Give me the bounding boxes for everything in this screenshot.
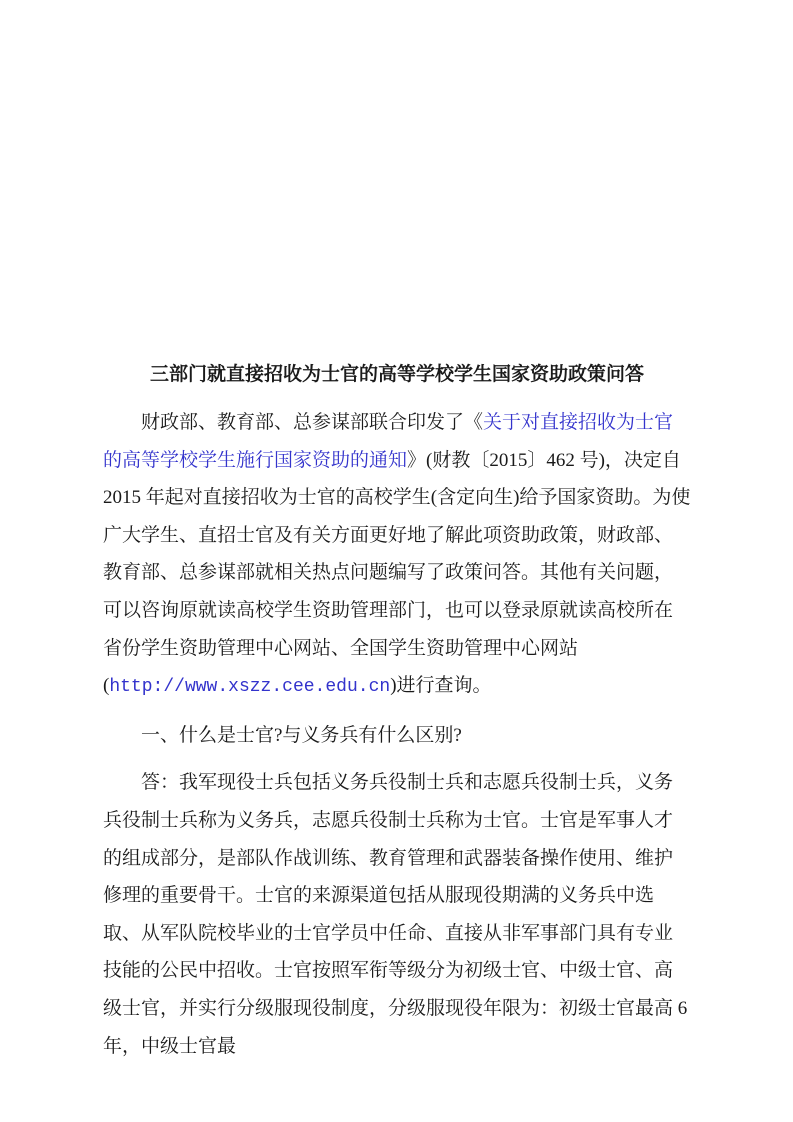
document-title: 三部门就直接招收为士官的高等学校学生国家资助政策问答 <box>149 364 644 385</box>
notice-link[interactable]: 关于对直接招收为士官的高等学校学生施行国家资助的通知 <box>103 412 674 471</box>
answer-1-paragraph: 答：我军现役士兵包括义务兵役制士兵和志愿兵役制士兵，义务兵役制士兵称为义务兵，志愿兵役制士兵称为士官。士官是军事人才的组成部分，是部队作战训练、教育管理和武器装备操作使用、维护修理的重要骨干。士官的来源渠道包括从服现役期满的义务兵中选取、从军队院校毕业的士官学员中任命、直接从非军事部门具有专业技能的公民中招收。士官按照军衔等级分为初级士官、中级士官、高级士官，并实行分级服现役制度，分级服现役年限为：初级士官最高 6 年，中级士官最 <box>103 772 688 1057</box>
top-margin-spacer <box>103 0 691 356</box>
intro-tail-text: 进行查询。 <box>396 675 492 697</box>
url-open-paren: ( <box>103 675 110 697</box>
website-link[interactable]: http://www.xszz.cee.edu.cn <box>109 677 391 698</box>
question-1-heading: 一、什么是士官?与义务兵有什么区别? <box>141 724 462 746</box>
url-group <box>103 675 397 696</box>
url-close-paren: ) <box>390 675 397 697</box>
intro-lead-text: 财政部、教育部、总参谋部联合印发了《 <box>141 412 484 433</box>
intro-paragraph <box>103 404 691 707</box>
document-content <box>103 0 691 1065</box>
intro-body-text: 》(财教〔2015〕462 号)，决定自 2015 年起对直接招收为士官的高校学生(含定向生)给予国家资助。为使广大学生、直招士官及有关方面更好地了解此项资助政策，财政部、教育部、总参谋部就相关热点问题编写了政策问答。其他有关问题，可以咨询原就读高校学生资助管理部门，也可以登录原就读高校所在省份学生资助管理中心网站、全国学生资助管理中心网站 <box>103 449 691 659</box>
